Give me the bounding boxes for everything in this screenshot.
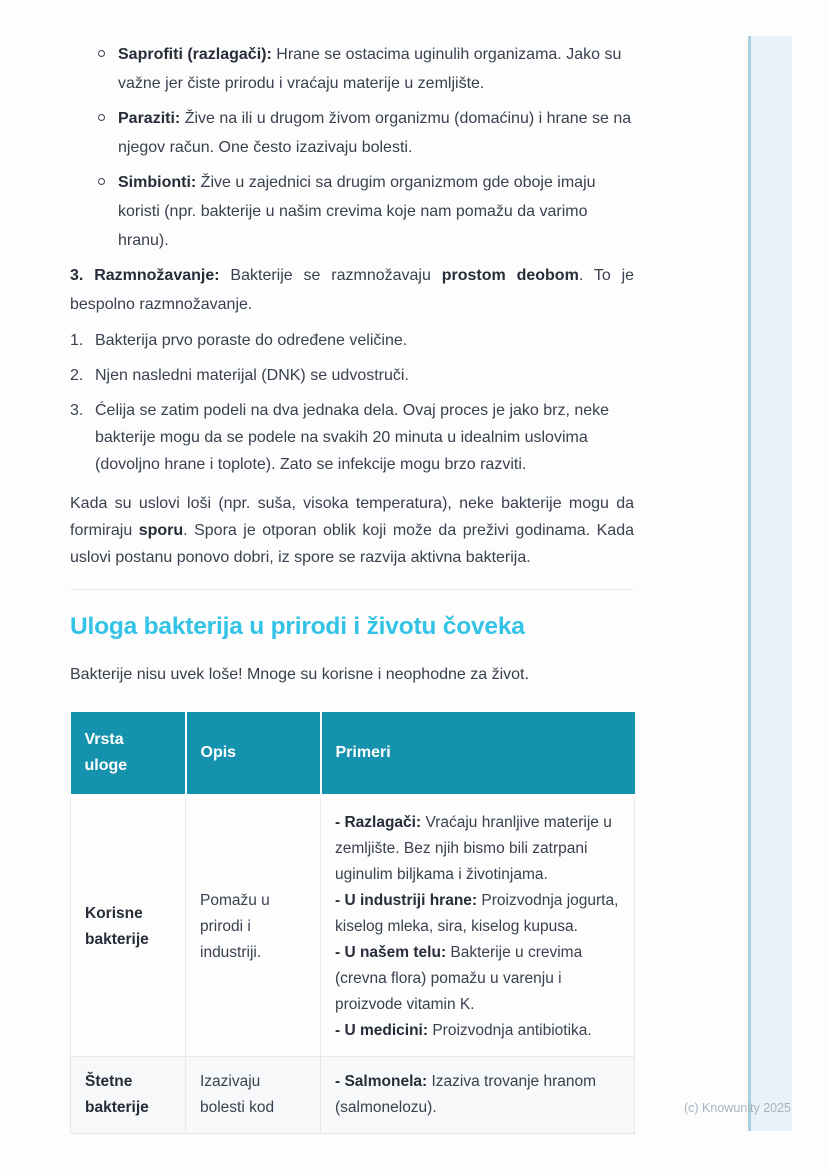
paragraph-inline-bold: prostom deobom [441, 267, 579, 284]
paragraph-text: . Spora je otporan oblik koji može da preživi godinama. Kada uslovi postanu ponovo dobri, iz spore se razvija aktivna bakterija. [70, 522, 634, 566]
table-header-vrsta-uloge: Vrsta uloge [71, 712, 186, 796]
paragraph-text: Kada su uslovi loši (npr. suša, visoka temperatura), neke bakterije mogu da formiraju [70, 495, 634, 539]
document-content [70, 0, 634, 1134]
numbered-list [70, 327, 634, 478]
primer-item: - U našem telu: Bakterije u crevima (crevna flora) pomažu u varenju i proizvode vitamin K. [335, 944, 583, 1013]
bullet-list [70, 40, 634, 255]
section-intro: Bakterije nisu uvek loše! Mnoge su korisne i neophodne za život. [70, 666, 529, 683]
bullet-item-paraziti [70, 104, 634, 162]
bullet-item-saprofiti [70, 40, 634, 98]
primer-item: - U industriji hrane: Proizvodnja jogurta, kiselog mleka, sira, kiselog kupusa. [335, 892, 619, 935]
list-number: 2. [70, 367, 84, 384]
numbered-text: Bakterija prvo poraste do određene veličine. [95, 332, 408, 349]
right-margin-strip [748, 36, 792, 1131]
primer-item: - Razlagači: Vraćaju hranljive materije u zemljište. Bez njih bismo bili zatrpani uginulim biljkama i životinjama. [335, 814, 612, 883]
bullet-item-simbionti [70, 168, 634, 255]
bullet-text: Hrane se ostacima uginulih organizama. Jako su važne jer čiste prirodu i vraćaju materije u zemljište. [118, 46, 622, 92]
cell-role: Korisne bakterije [71, 796, 186, 1057]
table-header-primeri: Primeri [321, 712, 635, 796]
cell-opis: Pomažu u prirodi i industriji. [186, 796, 321, 1057]
paragraph-inline-bold: sporu [138, 522, 184, 539]
bullet-circle-icon [98, 178, 105, 185]
table-row-korisne [71, 796, 635, 1057]
list-number: 1. [70, 332, 84, 349]
table-header-opis: Opis [186, 712, 321, 796]
watermark-text: (c) Knowunity 2025 [684, 1101, 792, 1115]
table-header-row [71, 712, 635, 796]
paragraph-text: . To je bespolno razmnožavanje. [70, 267, 635, 313]
bullet-term: Saprofiti (razlagači): [118, 46, 272, 63]
section-divider [70, 589, 634, 590]
table-row-stetne [71, 1057, 635, 1134]
paragraph-spore [70, 490, 634, 571]
bullet-circle-icon [98, 50, 105, 57]
numbered-item-2 [70, 362, 634, 389]
bullet-text: Žive u zajednici sa drugim organizmom gde oboje imaju koristi (npr. bakterije u našim crevima koje nam pomažu da varimo hranu). [118, 174, 596, 249]
numbered-item-1 [70, 327, 634, 354]
bullet-circle-icon [98, 114, 105, 121]
numbered-item-3 [70, 397, 634, 478]
cell-opis: Izazivaju bolesti kod [186, 1057, 321, 1134]
primer-item: - Salmonela: Izaziva trovanje hranom (salmonelozu). [335, 1073, 597, 1116]
numbered-text: Ćelija se zatim podeli na dva jednaka dela. Ovaj proces je jako brz, neke bakterije mogu da se podele na svakih 20 minuta u idealnim uslovima (dovoljno hrane i toplote). Zato se infekcije mogu brzo razviti. [95, 402, 610, 473]
cell-role: Štetne bakterije [71, 1057, 186, 1134]
paragraph-razmnozavanje [70, 261, 634, 319]
roles-table [70, 712, 635, 1134]
paragraph-text: Bakterije se razmnožavaju [230, 267, 431, 284]
bullet-term: Simbionti: [118, 174, 197, 191]
primer-item: - U medicini: Proizvodnja antibiotika. [335, 1022, 592, 1039]
list-number: 3. [70, 402, 84, 419]
numbered-text: Njen nasledni materijal (DNK) se udvostruči. [95, 367, 409, 384]
bullet-text: Žive na ili u drugom živom organizmu (domaćinu) i hrane se na njegov račun. One često izazivaju bolesti. [118, 110, 632, 156]
paragraph-lead-bold: 3. Razmnožavanje: [70, 267, 220, 284]
cell-primeri [321, 796, 635, 1057]
section-heading: Uloga bakterija u prirodi i životu čoveka [70, 613, 525, 640]
cell-primeri [321, 1057, 635, 1134]
bullet-term: Paraziti: [118, 110, 181, 127]
